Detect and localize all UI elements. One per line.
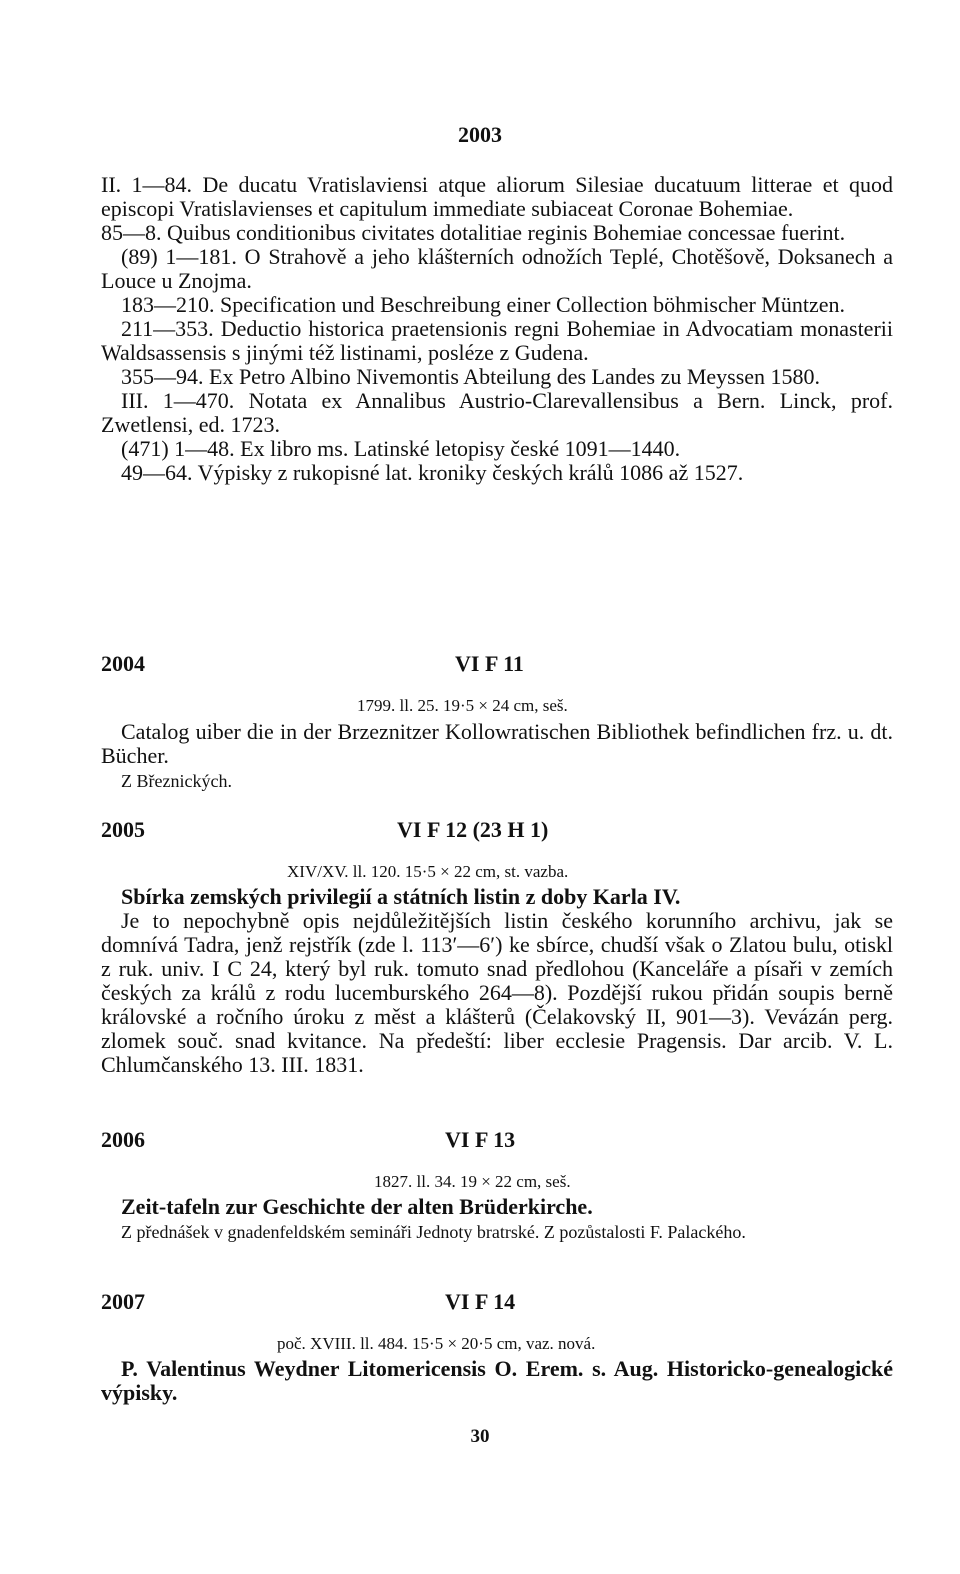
continuation-line: III. 1—470. Notata ex Annalibus Austrio-Clarevallensibus a Bern. Linck, prof. Zwetlensi, ed. 1723. [101, 388, 893, 437]
continuation-block [101, 173, 893, 485]
entry-2004-body [101, 720, 893, 793]
page-footer-number: 30 [470, 1426, 490, 1447]
entry-2005-body [101, 885, 893, 1077]
entry-signature: VI F 12 (23 H 1) [397, 817, 549, 842]
entry-2006-heading [101, 1127, 893, 1153]
entry-number: 2007 [101, 1289, 145, 1314]
entry-signature: VI F 13 [445, 1127, 516, 1152]
entry-2006-body [101, 1195, 893, 1244]
entry-title: Sbírka zemských privilegií a státních listin z doby Karla IV. [121, 884, 681, 909]
entry-2007-heading [101, 1289, 893, 1315]
entry-physical-description: 1827. ll. 34. 19 × 22 cm, seš. [374, 1172, 571, 1191]
continuation-line: 211—353. Deductio historica praetensionis regni Bohemiae in Advocatiam monasterii Waldsassensis s jinými též listinami, posléze z Gudena. [101, 316, 893, 365]
continuation-line: 49—64. Výpisky z rukopisné lat. kroniky českých králů 1086 až 1527. [121, 460, 744, 485]
entry-title: Catalog uiber die in der Brzeznitzer Kollowratischen Bibliothek befindlichen frz. u. dt. Bücher. [101, 719, 893, 768]
continuation-line: 85—8. Quibus conditionibus civitates dotalitiae reginis Bohemiae concessae fuerint. [101, 220, 846, 245]
entry-title: Zeit-tafeln zur Geschichte der alten Brüderkirche. [121, 1194, 593, 1219]
continuation-line: 183—210. Specification und Beschreibung einer Collection böhmischer Müntzen. [121, 292, 846, 317]
entry-note: Z Březnických. [121, 771, 232, 791]
entry-signature: VI F 14 [445, 1289, 516, 1314]
entry-2007-body [101, 1357, 893, 1405]
entry-note: Je to nepochybně opis nejdůležitějších listin českého korunního archivu, jak se domnívá Tadra, jenž rejstřík (zde l. 113′—6′) ke sbírce, chudší však o Zlatou bulu, otiskl z ruk. univ. I C 24, který byl ruk. tomuto snad předlohou (Kanceláře a písaři v zemích českých za králů z rodu lucemburského 264—8). Pozdější rukou přidán soupis berně královské a ročního úroku z měst a klášterů (Čelakovský II, 901—3). Vevázán perg. zlomek souč. snad kvitance. Na předeští: liber ecclesie Pragensis. Dar arcib. V. L. Chlumčanského 13. III. 1831. [101, 908, 893, 1077]
entry-physical-description: poč. XVIII. ll. 484. 15·5 × 20·5 cm, vaz. nová. [277, 1334, 596, 1353]
continuation-line: 355—94. Ex Petro Albino Nivemontis Abteilung des Landes zu Meyssen 1580. [121, 364, 821, 389]
entry-physical-description: 1799. ll. 25. 19·5 × 24 cm, seš. [357, 696, 568, 715]
entry-number: 2004 [101, 651, 145, 676]
entry-number: 2006 [101, 1127, 145, 1152]
continuation-line: (471) 1—48. Ex libro ms. Latinské letopisy české 1091—1440. [121, 436, 681, 461]
continuation-line: (89) 1—181. O Strahově a jeho klášterních odnožích Teplé, Chotěšově, Doksanech a Louce u Znojma. [101, 244, 893, 293]
entry-title: P. Valentinus Weydner Litomericensis O. Erem. s. Aug. Historicko-genealogické výpisky. [101, 1356, 893, 1405]
continuation-line: II. 1—84. De ducatu Vratislaviensi atque aliorum Silesiae ducatuum litterae et quod episcopi Vratislavienses et capitulum immediate subiaceat Coronae Bohemiae. [101, 172, 893, 221]
entry-signature: VI F 11 [455, 651, 524, 676]
entry-number: 2005 [101, 817, 145, 842]
entry-2005-heading [101, 817, 893, 843]
entry-2004-heading [101, 651, 893, 677]
entry-note: Z přednášek v gnadenfeldském semináři Jednoty bratrské. Z pozůstalosti F. Palackého. [121, 1222, 746, 1242]
entry-physical-description: XIV/XV. ll. 120. 15·5 × 22 cm, st. vazba. [287, 862, 569, 881]
page-header-number: 2003 [458, 122, 502, 147]
